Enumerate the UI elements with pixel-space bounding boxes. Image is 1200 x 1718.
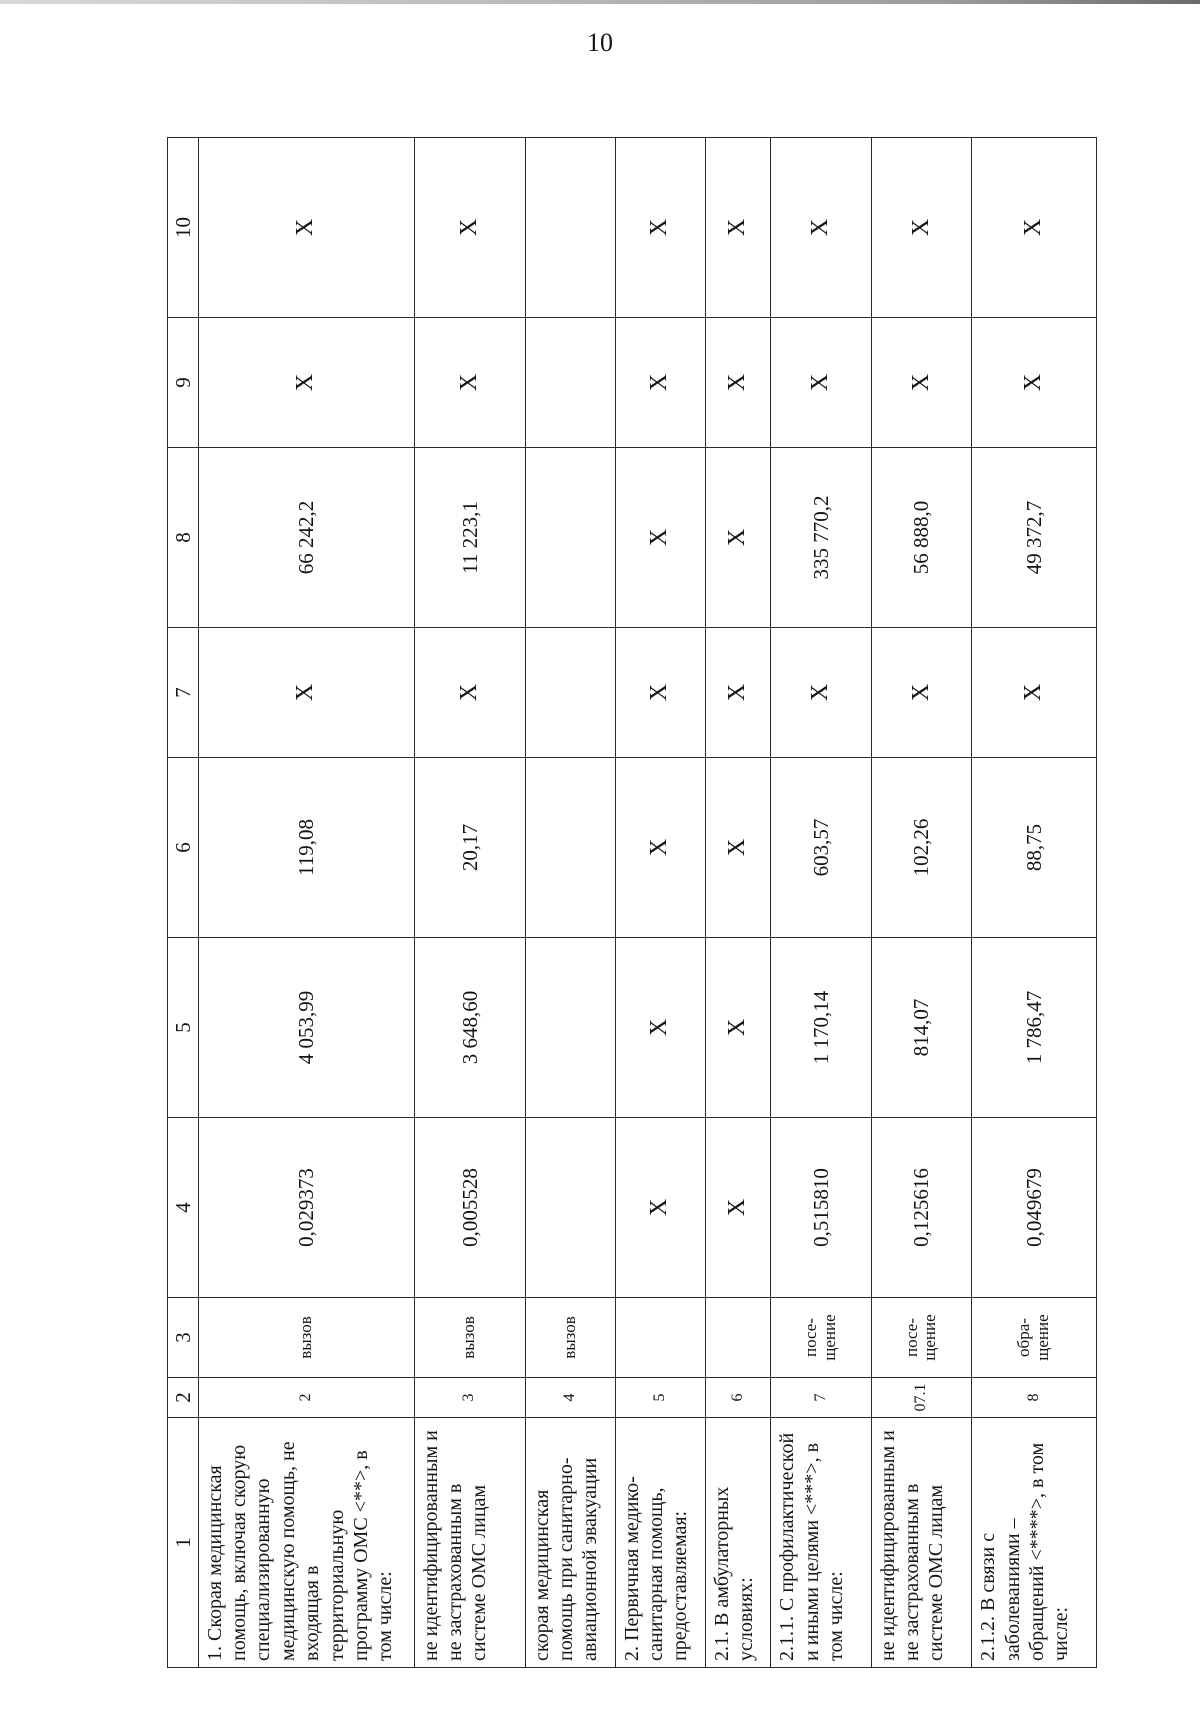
cell-col5: 1 786,47 xyxy=(972,938,1097,1118)
cell-col9: Х xyxy=(871,318,972,448)
cell-col10: Х xyxy=(771,138,872,318)
row-unit: вызов xyxy=(525,1298,615,1378)
cell-col7: Х xyxy=(705,628,771,758)
column-header: 9 xyxy=(168,318,199,448)
table-body xyxy=(168,138,1097,1668)
row-name: 2.1. В амбулаторных условиях: xyxy=(705,1418,771,1668)
cell-col6 xyxy=(525,758,615,938)
column-header: 8 xyxy=(168,448,199,628)
cell-col4: 0,125616 xyxy=(871,1118,972,1298)
cell-col9: Х xyxy=(615,318,705,448)
cell-col9: Х xyxy=(705,318,771,448)
row-name: не идентифицированным и не застрахованным в системе ОМС лицам xyxy=(414,1418,525,1668)
row-name: 2. Первичная медико-санитарная помощь, предоставляемая: xyxy=(615,1418,705,1668)
column-header: 2 xyxy=(168,1378,199,1418)
row-unit: обра-щение xyxy=(972,1298,1097,1378)
row-code: 3 xyxy=(414,1378,525,1418)
cell-col9: Х xyxy=(198,318,414,448)
cell-col10: Х xyxy=(414,138,525,318)
row-code: 5 xyxy=(615,1378,705,1418)
cell-col8 xyxy=(525,448,615,628)
cell-col6: 88,75 xyxy=(972,758,1097,938)
cell-col7 xyxy=(525,628,615,758)
cell-col4: 0,005528 xyxy=(414,1118,525,1298)
cell-col6: 102,26 xyxy=(871,758,972,938)
row-name: 1. Скорая медицинская помощь, включая скорую специализированную медицинскую помощь, не входящая в территориальную программу ОМС <**>, в том числе: xyxy=(198,1418,414,1668)
cell-col8: 11 223,1 xyxy=(414,448,525,628)
cell-col5: Х xyxy=(705,938,771,1118)
cell-col8: 49 372,7 xyxy=(972,448,1097,628)
cell-col4: 0,515810 xyxy=(771,1118,872,1298)
scan-top-edge xyxy=(0,0,1200,4)
cell-col8: 56 888,0 xyxy=(871,448,972,628)
row-unit xyxy=(615,1298,705,1378)
table-row xyxy=(972,138,1097,1668)
cell-col4: 0,029373 xyxy=(198,1118,414,1298)
cell-col8: 335 770,2 xyxy=(771,448,872,628)
cell-col4: Х xyxy=(615,1118,705,1298)
cell-col7: Х xyxy=(972,628,1097,758)
cell-col6: Х xyxy=(705,758,771,938)
column-header: 5 xyxy=(168,938,199,1118)
cell-col5: 1 170,14 xyxy=(771,938,872,1118)
table-row xyxy=(414,138,525,1668)
data-table xyxy=(167,137,1097,1668)
column-header: 6 xyxy=(168,758,199,938)
cell-col8: 66 242,2 xyxy=(198,448,414,628)
column-header: 10 xyxy=(168,138,199,318)
table-row xyxy=(871,138,972,1668)
row-code: 6 xyxy=(705,1378,771,1418)
row-code: 07.1 xyxy=(871,1378,972,1418)
row-code: 7 xyxy=(771,1378,872,1418)
cell-col5 xyxy=(525,938,615,1118)
cell-col10: Х xyxy=(615,138,705,318)
row-name: 2.1.1. С профилактической и иными целями <***>, в том числе: xyxy=(771,1418,872,1668)
row-name: скорая медицинская помощь при санитарно-авиационной эвакуации xyxy=(525,1418,615,1668)
cell-col7: Х xyxy=(198,628,414,758)
rotated-table-block xyxy=(167,138,1097,1668)
table-row xyxy=(198,138,414,1668)
table-header-row xyxy=(168,138,199,1668)
table-row xyxy=(525,138,615,1668)
row-code: 2 xyxy=(198,1378,414,1418)
cell-col6: 119,08 xyxy=(198,758,414,938)
row-unit xyxy=(705,1298,771,1378)
row-unit: вызов xyxy=(414,1298,525,1378)
table-row xyxy=(615,138,705,1668)
cell-col4: 0,049679 xyxy=(972,1118,1097,1298)
table-row xyxy=(705,138,771,1668)
cell-col7: Х xyxy=(871,628,972,758)
table-row xyxy=(771,138,872,1668)
page-number: 10 xyxy=(587,28,613,57)
row-unit: посе-щение xyxy=(871,1298,972,1378)
cell-col6: 603,57 xyxy=(771,758,872,938)
cell-col9: Х xyxy=(771,318,872,448)
cell-col6: Х xyxy=(615,758,705,938)
cell-col7: Х xyxy=(615,628,705,758)
cell-col8: Х xyxy=(615,448,705,628)
cell-col5: Х xyxy=(615,938,705,1118)
row-unit: вызов xyxy=(198,1298,414,1378)
column-header: 7 xyxy=(168,628,199,758)
cell-col8: Х xyxy=(705,448,771,628)
row-name: 2.1.2. В связи с заболеваниями – обращений <****>, в том числе: xyxy=(972,1418,1097,1668)
cell-col5: 3 648,60 xyxy=(414,938,525,1118)
column-header: 1 xyxy=(168,1418,199,1668)
column-header: 3 xyxy=(168,1298,199,1378)
cell-col9: Х xyxy=(414,318,525,448)
cell-col10: Х xyxy=(198,138,414,318)
cell-col5: 4 053,99 xyxy=(198,938,414,1118)
cell-col7: Х xyxy=(771,628,872,758)
cell-col10: Х xyxy=(871,138,972,318)
cell-col4 xyxy=(525,1118,615,1298)
cell-col9: Х xyxy=(972,318,1097,448)
cell-col5: 814,07 xyxy=(871,938,972,1118)
cell-col6: 20,17 xyxy=(414,758,525,938)
cell-col9 xyxy=(525,318,615,448)
column-header: 4 xyxy=(168,1118,199,1298)
cell-col4: Х xyxy=(705,1118,771,1298)
cell-col10: Х xyxy=(705,138,771,318)
row-name: не идентифицированным и не застрахованным в системе ОМС лицам xyxy=(871,1418,972,1668)
cell-col7: Х xyxy=(414,628,525,758)
cell-col10: Х xyxy=(972,138,1097,318)
row-code: 8 xyxy=(972,1378,1097,1418)
row-code: 4 xyxy=(525,1378,615,1418)
cell-col10 xyxy=(525,138,615,318)
row-unit: посе-щение xyxy=(771,1298,872,1378)
